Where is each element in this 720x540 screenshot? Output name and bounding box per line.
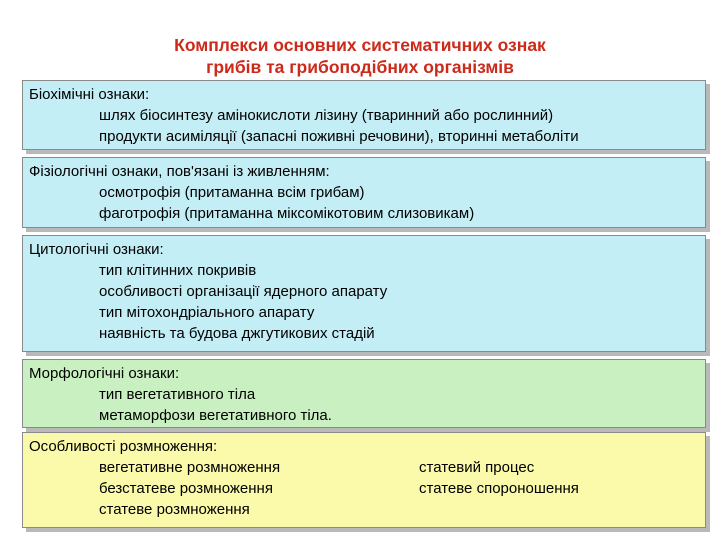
biochemical-section [22, 80, 706, 150]
list-item: тип клітинних покривів [99, 262, 257, 279]
list-item: безстатеве розмноження [99, 480, 273, 497]
list-item: вегетативне розмноження [99, 459, 281, 476]
title-line-1: Комплекси основних систематичних ознак [174, 35, 546, 55]
list-item: шлях біосинтезу амінокислоти лізину (тваринний або рослинний) [99, 107, 554, 124]
list-item: осмотрофія (притаманна всім грибам) [99, 184, 365, 201]
physiological-section [22, 157, 706, 228]
section-heading: Морфологічні ознаки: [29, 365, 180, 382]
list-item: метаморфози вегетативного тіла. [99, 407, 332, 424]
section-heading: Фізіологічні ознаки, пов'язані із живленням: [29, 163, 330, 180]
list-item: наявність та будова джгутикових стадій [99, 325, 375, 342]
list-item: тип вегетативного тіла [99, 386, 256, 403]
reproduction-left-column [29, 457, 419, 520]
reproduction-right-column [419, 457, 579, 520]
section-heading: Особливості розмноження: [29, 438, 218, 455]
morphological-section [22, 359, 706, 428]
reproduction-columns [29, 457, 699, 520]
cytological-section [22, 235, 706, 352]
list-item: особливості організації ядерного апарату [99, 283, 388, 300]
title-line-2: грибів та грибоподібних організмів [206, 57, 514, 77]
list-item: продукти асиміляції (запасні поживні речовини), вторинні метаболіти [99, 128, 579, 145]
list-item: статеве спороношення [419, 480, 579, 497]
list-item: статевий процес [419, 459, 535, 476]
list-item: статеве розмноження [99, 501, 250, 518]
section-heading: Біохімічні ознаки: [29, 86, 150, 103]
page-title [0, 34, 720, 80]
list-item: тип мітохондріального апарату [99, 304, 315, 321]
reproduction-section [22, 432, 706, 528]
section-heading: Цитологічні ознаки: [29, 241, 164, 258]
list-item: фаготрофія (притаманна міксомікотовим слизовикам) [99, 205, 475, 222]
